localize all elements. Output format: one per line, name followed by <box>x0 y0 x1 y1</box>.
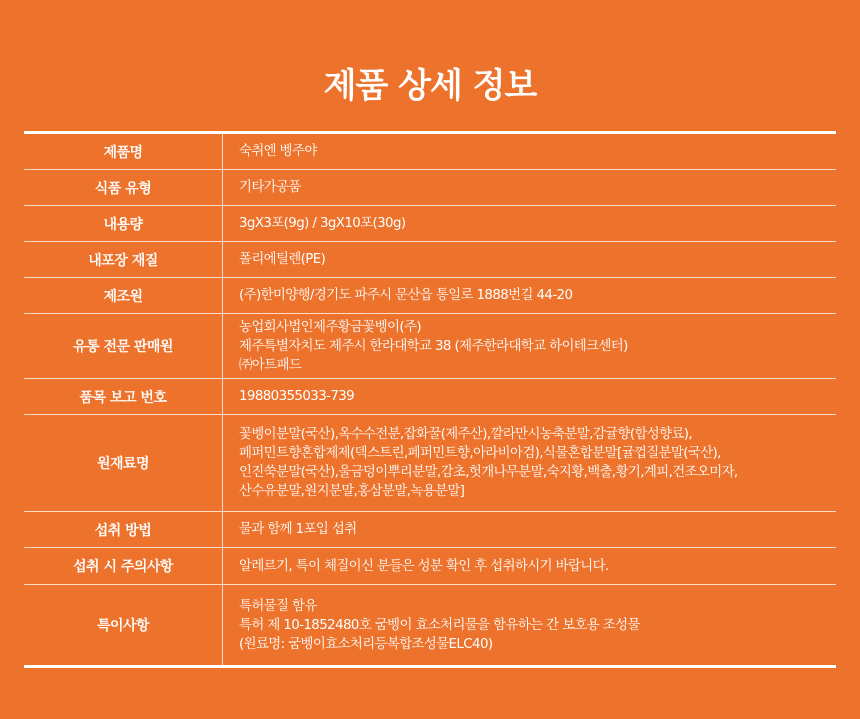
row-label: 유통 전문 판매원 <box>24 314 223 378</box>
table-row <box>24 313 836 378</box>
row-value <box>223 170 836 205</box>
row-label: 내용량 <box>24 206 223 241</box>
table-row <box>24 378 836 414</box>
value-line: 숙취엔 벵주야 <box>239 144 317 159</box>
row-value <box>223 206 836 241</box>
table-row <box>24 205 836 241</box>
value-line: 3gX3포(9g) / 3gX10포(30g) <box>239 216 406 231</box>
value-line: 19880355033-739 <box>239 389 355 404</box>
table-row <box>24 584 836 665</box>
value-line: (원료명: 굼벵이효소처리등복합조성물ELC40) <box>239 636 493 652</box>
row-label: 제품명 <box>24 134 223 169</box>
table-row <box>24 414 836 511</box>
value-line: 꽃벵이분말(국산),옥수수전분,잡화꿀(제주산),깔라만시농축분말,감귤향(합성향료), <box>239 427 693 442</box>
page-title: 제품 상세 정보 <box>323 66 537 106</box>
value-line: 폴리에틸렌(PE) <box>239 252 326 267</box>
row-label: 섭취 방법 <box>24 512 223 547</box>
row-label: 내포장 재질 <box>24 242 223 277</box>
row-value <box>223 242 836 277</box>
row-label: 섭취 시 주의사항 <box>24 548 223 584</box>
row-value <box>223 415 836 511</box>
value-line: (주)한미양행/경기도 파주시 문산읍 통일로 1888번길 44-20 <box>239 288 573 303</box>
row-label: 원재료명 <box>24 415 223 511</box>
table-row <box>24 169 836 205</box>
row-value <box>223 585 836 665</box>
product-info-table <box>24 131 836 668</box>
value-line: 페퍼민트향혼합제제(덱스트린,페퍼민트향,아라비아검),식물혼합분말[귤껍질분말(국산), <box>239 446 721 461</box>
value-line: 물과 함께 1포입 섭취 <box>239 522 357 537</box>
row-label: 제조원 <box>24 278 223 313</box>
row-value <box>223 548 836 584</box>
value-line: 산수유분말,원지분말,홍삼분말,녹용분말] <box>239 484 465 499</box>
value-line: 제주특별자치도 제주시 한라대학교 38 (제주한라대학교 하이테크센터) <box>239 338 628 354</box>
row-value <box>223 278 836 313</box>
value-line: 농업회사법인제주황금꽃벵이(주) <box>239 319 421 335</box>
value-line: ㈜아트패드 <box>239 357 302 373</box>
table-row <box>24 511 836 547</box>
value-line: 알레르기, 특이 체질이신 분들은 성분 확인 후 섭취하시기 바랍니다. <box>239 558 609 574</box>
row-value <box>223 134 836 169</box>
value-line: 특허물질 함유 <box>239 598 317 614</box>
row-label: 특이사항 <box>24 585 223 665</box>
row-label: 식품 유형 <box>24 170 223 205</box>
row-value <box>223 512 836 547</box>
table-row <box>24 134 836 169</box>
value-line: 특허 제 10-1852480호 굼벵이 효소처리물을 함유하는 간 보호용 조성물 <box>239 617 640 633</box>
row-value <box>223 314 836 378</box>
table-row <box>24 277 836 313</box>
table-row <box>24 241 836 277</box>
row-value <box>223 379 836 414</box>
row-label: 품목 보고 번호 <box>24 379 223 414</box>
value-line: 기타가공품 <box>239 180 301 195</box>
table-row <box>24 547 836 584</box>
value-line: 인진쑥분말(국산),울금덩이뿌리분말,감초,헛개나무분말,숙지황,백출,황기,계피,건조오미자, <box>239 465 738 480</box>
